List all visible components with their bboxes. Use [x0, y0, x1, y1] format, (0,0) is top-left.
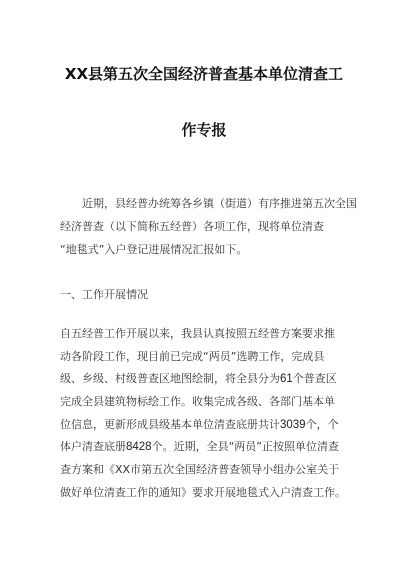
intro-line-3: “地毯式”入户登记进展情况汇报如下。 [60, 243, 248, 256]
section1-line-5-text-a: 位信息，更新形成县级基本单位清查底册共计 [60, 417, 280, 431]
section1-line-6-text-a: 体户清查底册 [60, 440, 126, 454]
section-heading-work-progress: 一、工作开展情况 [60, 288, 148, 301]
section1-paragraph [60, 323, 360, 505]
basic-unit-count: 3039 [280, 418, 306, 431]
individual-household-count: 8428 [126, 441, 152, 454]
section1-line-2: 动各阶段工作，现目前已完成“两员”选聘工作，完成县 [60, 349, 325, 363]
section1-line-5-text-b: 个，个 [305, 417, 339, 431]
intro-paragraph [60, 192, 360, 261]
section1-line-6 [60, 436, 360, 459]
section1-line-3-text-a: 级、乡级、村级普查区地图绘制，将全县分为 [60, 372, 280, 386]
section1-line-6-text-b: 个。近期，全县“两员”正按照单位清查 [151, 440, 339, 454]
section1-line-5 [60, 414, 360, 437]
section1-line-7: 查方案和《XX市第五次全国经济普查领导小组办公室关于 [60, 463, 340, 477]
intro-line-1: 近期，县经普办统筹各乡镇（街道）有序推进第五次全国 [82, 197, 357, 210]
intro-line-2: 经济普查（以下简称五经普）各项工作，现将单位清查 [60, 220, 324, 233]
document-title-line-1: XX县第五次全国经济普查基本单位清查工 [64, 65, 344, 83]
section1-line-8: 做好单位清查工作的通知》要求开展地毯式入户清查工作。 [60, 485, 346, 499]
section1-line-3-text-b: 个普查区 [292, 372, 337, 386]
document-title-line-2: 作专报 [181, 121, 227, 139]
section1-line-3 [60, 368, 360, 391]
census-area-count: 61 [280, 373, 293, 386]
section1-line-4: 完成全县建筑物标绘工作。收集完成各级、各部门基本单 [60, 395, 335, 409]
section1-line-1: 自五经普工作开展以来，我县认真按照五经普方案要求推 [60, 327, 335, 340]
